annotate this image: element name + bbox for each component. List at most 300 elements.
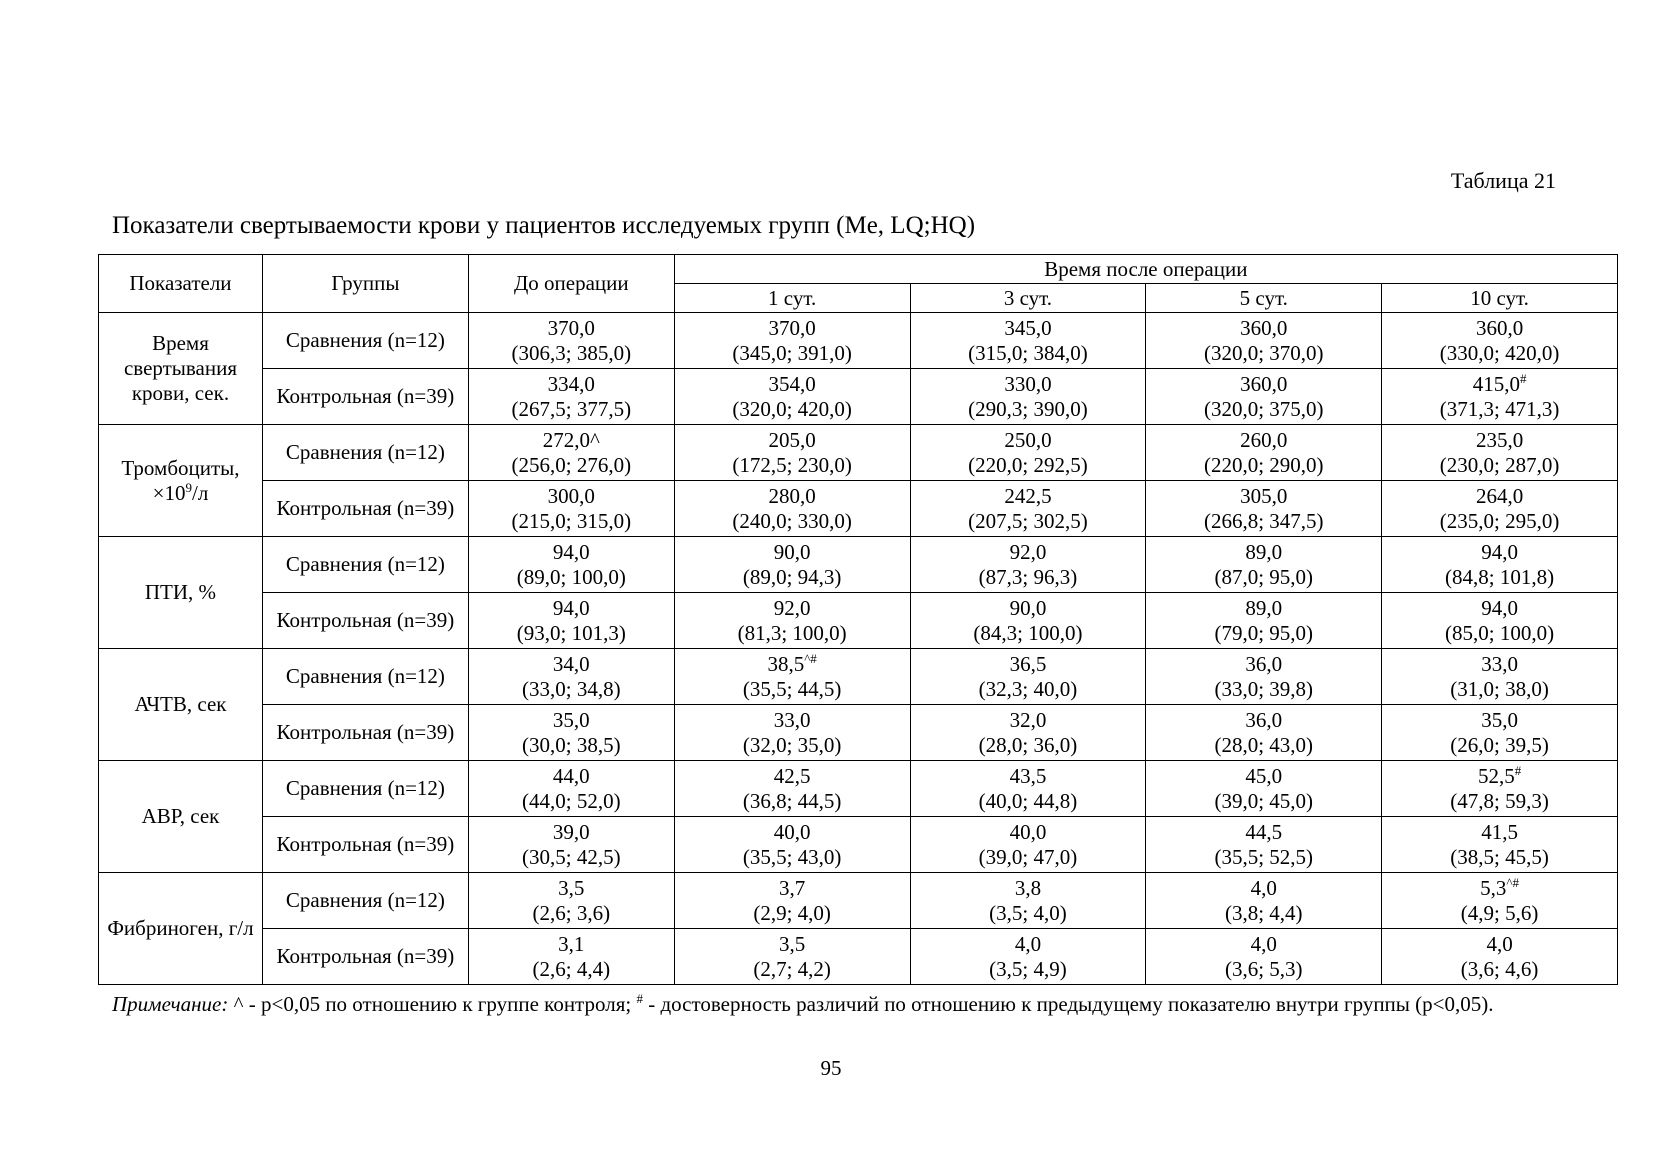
median-value: 41,5 — [1481, 819, 1518, 844]
table-title: Показатели свертываемости крови у пациентов исследуемых групп (Me, LQ;HQ) — [112, 212, 976, 239]
median-line — [1386, 540, 1613, 565]
indicator-label: Время свертывания крови, сек. — [123, 331, 237, 405]
value-cell — [468, 369, 674, 425]
median-value: 43,5 — [1009, 763, 1047, 788]
median-line — [473, 932, 670, 957]
value-cell — [1146, 537, 1382, 593]
median-line — [473, 316, 670, 341]
median-line — [1150, 596, 1377, 621]
table-row — [99, 425, 1618, 481]
median-line — [473, 652, 670, 677]
quartile-range: (4,9; 5,6) — [1460, 900, 1539, 925]
median-value: 4,0 — [1486, 931, 1513, 956]
median-line — [679, 820, 906, 845]
quartile-range: (30,5; 42,5) — [522, 844, 621, 869]
quartile-range: (220,0; 290,0) — [1203, 452, 1324, 477]
quartile-range: (371,3; 471,3) — [1439, 396, 1560, 421]
quartile-range: (345,0; 391,0) — [732, 340, 852, 365]
quartile-range: (230,0; 287,0) — [1439, 452, 1560, 477]
median-value: 370,0 — [547, 315, 595, 340]
value-cell — [468, 537, 674, 593]
median-value: 272,0^ — [542, 427, 600, 452]
note-sup-mark: # — [636, 991, 643, 1006]
median-value: 33,0 — [1481, 651, 1518, 676]
quartile-range: (3,6; 5,3) — [1224, 956, 1303, 981]
group-name: Сравнения (n=12) — [262, 313, 468, 369]
median-line — [1150, 428, 1377, 453]
quartile-range: (44,0; 52,0) — [522, 788, 621, 813]
median-line — [915, 316, 1142, 341]
median-value: 90,0 — [773, 539, 811, 564]
value-cell — [910, 929, 1146, 985]
value-cell — [468, 817, 674, 873]
value-cell — [674, 369, 910, 425]
median-value: 42,5 — [773, 763, 811, 788]
quartile-range: (290,3; 390,0) — [968, 396, 1088, 421]
group-name: Контрольная (n=39) — [262, 481, 468, 537]
median-value: 89,0 — [1245, 539, 1283, 564]
page-number: 95 — [820, 1056, 842, 1080]
median-line — [473, 596, 670, 621]
quartile-range: (28,0; 43,0) — [1214, 732, 1314, 757]
median-line — [1150, 932, 1377, 957]
value-cell — [674, 817, 910, 873]
quartile-range: (2,6; 3,6) — [532, 900, 611, 925]
quartile-range: (2,6; 4,4) — [532, 956, 611, 981]
median-line — [1150, 876, 1377, 901]
median-value: 34,0 — [552, 651, 590, 676]
quartile-range: (87,0; 95,0) — [1214, 564, 1314, 589]
median-value: 36,0 — [1245, 707, 1283, 732]
median-value: 360,0 — [1240, 315, 1288, 340]
indicator-name — [99, 537, 263, 649]
median-value: 40,0 — [1009, 819, 1047, 844]
median-line — [1150, 708, 1377, 733]
median-value: 3,5 — [558, 875, 585, 900]
table-label: Таблица 21 — [1450, 168, 1556, 193]
header-before-operation: До операции — [468, 255, 674, 313]
median-value: 3,5 — [779, 931, 806, 956]
median-value: 36,5 — [1009, 651, 1047, 676]
group-name: Сравнения (n=12) — [262, 537, 468, 593]
median-line — [473, 708, 670, 733]
value-cell — [468, 649, 674, 705]
header-group: Группы — [262, 255, 468, 313]
value-cell — [468, 425, 674, 481]
median-line — [1386, 708, 1613, 733]
note-label: Примечание: — [112, 992, 229, 1016]
indicator-name — [99, 425, 263, 537]
quartile-range: (320,0; 375,0) — [1203, 396, 1324, 421]
median-line — [679, 652, 906, 677]
median-value: 92,0 — [773, 595, 811, 620]
quartile-range: (172,5; 230,0) — [732, 452, 852, 477]
header-day-10: 10 сут. — [1382, 284, 1618, 313]
quartile-range: (2,7; 4,2) — [753, 956, 831, 981]
indicator-name — [99, 761, 263, 873]
value-cell — [910, 481, 1146, 537]
quartile-range: (93,0; 101,3) — [516, 620, 626, 645]
value-cell — [1146, 873, 1382, 929]
median-line — [473, 372, 670, 397]
group-name: Сравнения (n=12) — [262, 425, 468, 481]
quartile-range: (32,0; 35,0) — [742, 732, 842, 757]
value-cell — [674, 929, 910, 985]
median-value: 280,0 — [768, 483, 816, 508]
value-cell — [910, 705, 1146, 761]
quartile-range: (87,3; 96,3) — [978, 564, 1078, 589]
median-value: 305,0 — [1240, 483, 1288, 508]
median-value: 260,0 — [1240, 427, 1288, 452]
table-row — [99, 761, 1618, 817]
quartile-range: (26,0; 39,5) — [1450, 732, 1549, 757]
median-line — [679, 596, 906, 621]
median-line — [1150, 316, 1377, 341]
quartile-range: (3,6; 4,6) — [1460, 956, 1539, 981]
quartile-range: (28,0; 36,0) — [978, 732, 1078, 757]
median-value: 36,0 — [1245, 651, 1283, 676]
median-line — [1386, 484, 1613, 509]
value-cell — [1382, 425, 1618, 481]
quartile-range: (79,0; 95,0) — [1214, 620, 1314, 645]
median-line — [1386, 372, 1613, 397]
quartile-range: (47,8; 59,3) — [1450, 788, 1549, 813]
value-cell — [1146, 817, 1382, 873]
median-value: 360,0 — [1240, 371, 1288, 396]
quartile-range: (33,0; 39,8) — [1214, 676, 1314, 701]
median-line — [1150, 820, 1377, 845]
note-text-part2: - достоверность различий по отношению к предыдущему показателю внутри группы (p<0,05). — [642, 992, 1494, 1016]
median-line — [1150, 484, 1377, 509]
median-line — [679, 876, 906, 901]
median-line — [1150, 372, 1377, 397]
median-value: 39,0 — [552, 819, 590, 844]
group-name: Контрольная (n=39) — [262, 593, 468, 649]
median-value: 415,0 — [1472, 371, 1520, 396]
median-value: 35,0 — [1481, 707, 1518, 732]
significance-mark: # — [1519, 370, 1527, 386]
median-value: 3,7 — [779, 875, 806, 900]
quartile-range: (3,8; 4,4) — [1224, 900, 1303, 925]
median-value: 38,5 — [767, 651, 805, 676]
median-line — [1150, 652, 1377, 677]
value-cell — [468, 929, 674, 985]
median-line — [915, 708, 1142, 733]
median-value: 44,5 — [1245, 819, 1283, 844]
quartile-range: (320,0; 370,0) — [1203, 340, 1324, 365]
median-value: 250,0 — [1004, 427, 1052, 452]
median-value: 345,0 — [1004, 315, 1052, 340]
median-line — [679, 540, 906, 565]
quartile-range: (33,0; 34,8) — [522, 676, 621, 701]
quartile-range: (31,0; 38,0) — [1450, 676, 1549, 701]
median-line — [1150, 764, 1377, 789]
value-cell — [1146, 593, 1382, 649]
table-row — [99, 369, 1618, 425]
value-cell — [910, 593, 1146, 649]
value-cell — [1382, 537, 1618, 593]
value-cell — [468, 593, 674, 649]
quartile-range: (35,5; 43,0) — [742, 844, 842, 869]
value-cell — [1146, 761, 1382, 817]
quartile-range: (35,5; 44,5) — [742, 676, 842, 701]
median-value: 242,5 — [1004, 483, 1052, 508]
value-cell — [910, 817, 1146, 873]
header-day-3: 3 сут. — [910, 284, 1146, 313]
quartile-range: (306,3; 385,0) — [511, 340, 632, 365]
median-line — [1386, 932, 1613, 957]
median-value: 52,5 — [1477, 763, 1515, 788]
indicator-label: АЧТВ, сек — [134, 692, 227, 716]
value-cell — [1382, 929, 1618, 985]
indicator-label: АВР, сек — [141, 804, 220, 828]
median-line — [1386, 316, 1613, 341]
value-cell — [910, 313, 1146, 369]
median-line — [1386, 764, 1613, 789]
quartile-range: (267,5; 377,5) — [511, 396, 632, 421]
group-name: Сравнения (n=12) — [262, 761, 468, 817]
value-cell — [910, 873, 1146, 929]
median-value: 4,0 — [1250, 875, 1277, 900]
table-row — [99, 481, 1618, 537]
median-value: 264,0 — [1475, 483, 1524, 508]
value-cell — [674, 593, 910, 649]
median-value: 94,0 — [1481, 595, 1518, 620]
quartile-range: (315,0; 384,0) — [968, 340, 1088, 365]
median-value: 40,0 — [773, 819, 811, 844]
median-value: 334,0 — [547, 371, 595, 396]
quartile-range: (85,0; 100,0) — [1445, 620, 1555, 645]
quartile-range: (40,0; 44,8) — [978, 788, 1078, 813]
value-cell — [910, 369, 1146, 425]
quartile-range: (3,5; 4,0) — [989, 900, 1067, 925]
median-line — [679, 372, 906, 397]
value-cell — [1382, 873, 1618, 929]
value-cell — [910, 649, 1146, 705]
value-cell — [674, 425, 910, 481]
table-row — [99, 593, 1618, 649]
median-value: 3,8 — [1014, 875, 1042, 900]
median-value: 35,0 — [552, 707, 590, 732]
value-cell — [468, 313, 674, 369]
median-value: 4,0 — [1014, 931, 1042, 956]
group-name: Сравнения (n=12) — [262, 873, 468, 929]
quartile-range: (84,8; 101,8) — [1445, 564, 1555, 589]
value-cell — [468, 481, 674, 537]
median-value: 44,0 — [552, 763, 590, 788]
value-cell — [1382, 705, 1618, 761]
value-cell — [674, 761, 910, 817]
median-line — [473, 428, 670, 453]
median-value: 235,0 — [1475, 427, 1524, 452]
value-cell — [1382, 761, 1618, 817]
median-line — [1386, 596, 1613, 621]
quartile-range: (320,0; 420,0) — [732, 396, 852, 421]
quartile-range: (89,0; 94,3) — [742, 564, 842, 589]
median-value: 33,0 — [773, 707, 811, 732]
median-value: 354,0 — [768, 371, 816, 396]
value-cell — [1146, 369, 1382, 425]
median-value: 89,0 — [1245, 595, 1283, 620]
value-cell — [1146, 313, 1382, 369]
group-name: Контрольная (n=39) — [262, 705, 468, 761]
quartile-range: (81,3; 100,0) — [737, 620, 847, 645]
median-value: 300,0 — [547, 483, 595, 508]
group-name: Контрольная (n=39) — [262, 929, 468, 985]
value-cell — [468, 705, 674, 761]
table-row — [99, 537, 1618, 593]
group-name: Сравнения (n=12) — [262, 649, 468, 705]
quartile-range: (38,5; 45,5) — [1450, 844, 1549, 869]
header-indicator: Показатели — [99, 255, 263, 313]
median-line — [915, 540, 1142, 565]
value-cell — [1146, 425, 1382, 481]
quartile-range: (89,0; 100,0) — [516, 564, 626, 589]
note-text-part1: ^ - p<0,05 по отношению к группе контроля; — [228, 992, 637, 1016]
median-value: 45,0 — [1245, 763, 1283, 788]
median-line — [1386, 820, 1613, 845]
quartile-range: (39,0; 45,0) — [1214, 788, 1314, 813]
median-line — [915, 932, 1142, 957]
quartile-range: (35,5; 52,5) — [1214, 844, 1314, 869]
indicator-name — [99, 649, 263, 761]
median-line — [679, 428, 906, 453]
value-cell — [1382, 593, 1618, 649]
median-line — [679, 764, 906, 789]
value-cell — [1146, 649, 1382, 705]
value-cell — [1146, 481, 1382, 537]
value-cell — [1382, 649, 1618, 705]
median-line — [473, 540, 670, 565]
value-cell — [468, 761, 674, 817]
median-value: 90,0 — [1009, 595, 1047, 620]
median-line — [1150, 540, 1377, 565]
median-value: 94,0 — [552, 539, 590, 564]
median-line — [679, 932, 906, 957]
quartile-range: (3,5; 4,9) — [989, 956, 1067, 981]
table-header — [99, 255, 1618, 313]
value-cell — [674, 705, 910, 761]
median-value: 92,0 — [1009, 539, 1047, 564]
median-line — [915, 652, 1142, 677]
quartile-range: (256,0; 276,0) — [511, 452, 632, 477]
value-cell — [674, 481, 910, 537]
median-value: 330,0 — [1004, 371, 1052, 396]
median-line — [679, 316, 906, 341]
median-value: 94,0 — [1481, 539, 1518, 564]
median-value: 94,0 — [552, 595, 590, 620]
quartile-range: (84,3; 100,0) — [973, 620, 1083, 645]
header-after-operation: Время после операции — [674, 255, 1617, 284]
quartile-range: (266,8; 347,5) — [1203, 508, 1324, 533]
median-line — [473, 820, 670, 845]
significance-mark: ^# — [804, 650, 817, 666]
median-value: 370,0 — [768, 315, 816, 340]
value-cell — [674, 537, 910, 593]
median-line — [1386, 652, 1613, 677]
value-cell — [1382, 817, 1618, 873]
median-line — [1386, 428, 1613, 453]
quartile-range: (2,9; 4,0) — [753, 900, 831, 925]
group-name: Контрольная (n=39) — [262, 817, 468, 873]
median-line — [473, 876, 670, 901]
value-cell — [910, 761, 1146, 817]
coagulation-table — [98, 254, 1618, 985]
median-line — [915, 428, 1142, 453]
table-row — [99, 705, 1618, 761]
median-line — [679, 708, 906, 733]
median-line — [915, 596, 1142, 621]
table-row — [99, 873, 1618, 929]
indicator-name — [99, 313, 263, 425]
table-row — [99, 313, 1618, 369]
value-cell — [1382, 481, 1618, 537]
indicator-exponent: 9 — [185, 479, 192, 495]
median-line — [915, 372, 1142, 397]
quartile-range: (330,0; 420,0) — [1439, 340, 1560, 365]
median-value: 32,0 — [1009, 707, 1047, 732]
indicator-name — [99, 873, 263, 985]
median-line — [915, 820, 1142, 845]
quartile-range: (207,5; 302,5) — [968, 508, 1088, 533]
table-row — [99, 649, 1618, 705]
table-note — [112, 990, 1562, 1018]
value-cell — [468, 873, 674, 929]
indicator-unit: /л — [191, 480, 209, 505]
indicator-label: Тромбоциты, ×10 — [121, 455, 240, 505]
quartile-range: (215,0; 315,0) — [511, 508, 632, 533]
value-cell — [910, 425, 1146, 481]
value-cell — [1146, 929, 1382, 985]
median-value: 4,0 — [1250, 931, 1277, 956]
significance-mark: # — [1514, 762, 1522, 778]
indicator-label: ПТИ, % — [144, 580, 217, 604]
value-cell — [674, 313, 910, 369]
value-cell — [1146, 705, 1382, 761]
median-value: 360,0 — [1475, 315, 1524, 340]
quartile-range: (36,8; 44,5) — [742, 788, 842, 813]
value-cell — [1382, 313, 1618, 369]
group-name: Контрольная (n=39) — [262, 369, 468, 425]
value-cell — [910, 537, 1146, 593]
median-line — [679, 484, 906, 509]
significance-mark: ^# — [1506, 874, 1519, 890]
median-value: 3,1 — [558, 931, 585, 956]
median-line — [473, 764, 670, 789]
indicator-label: Фибриноген, г/л — [107, 916, 254, 940]
quartile-range: (30,0; 38,5) — [522, 732, 621, 757]
header-day-1: 1 сут. — [674, 284, 910, 313]
median-line — [915, 484, 1142, 509]
quartile-range: (39,0; 47,0) — [978, 844, 1078, 869]
table-row — [99, 929, 1618, 985]
median-line — [473, 484, 670, 509]
value-cell — [674, 649, 910, 705]
value-cell — [674, 873, 910, 929]
median-line — [915, 876, 1142, 901]
quartile-range: (32,3; 40,0) — [978, 676, 1078, 701]
header-day-5: 5 сут. — [1146, 284, 1382, 313]
quartile-range: (240,0; 330,0) — [732, 508, 852, 533]
median-line — [1386, 876, 1613, 901]
quartile-range: (220,0; 292,5) — [968, 452, 1088, 477]
table-row — [99, 817, 1618, 873]
quartile-range: (235,0; 295,0) — [1439, 508, 1560, 533]
value-cell — [1382, 369, 1618, 425]
median-line — [915, 764, 1142, 789]
table-body — [99, 313, 1618, 985]
median-value: 205,0 — [768, 427, 816, 452]
